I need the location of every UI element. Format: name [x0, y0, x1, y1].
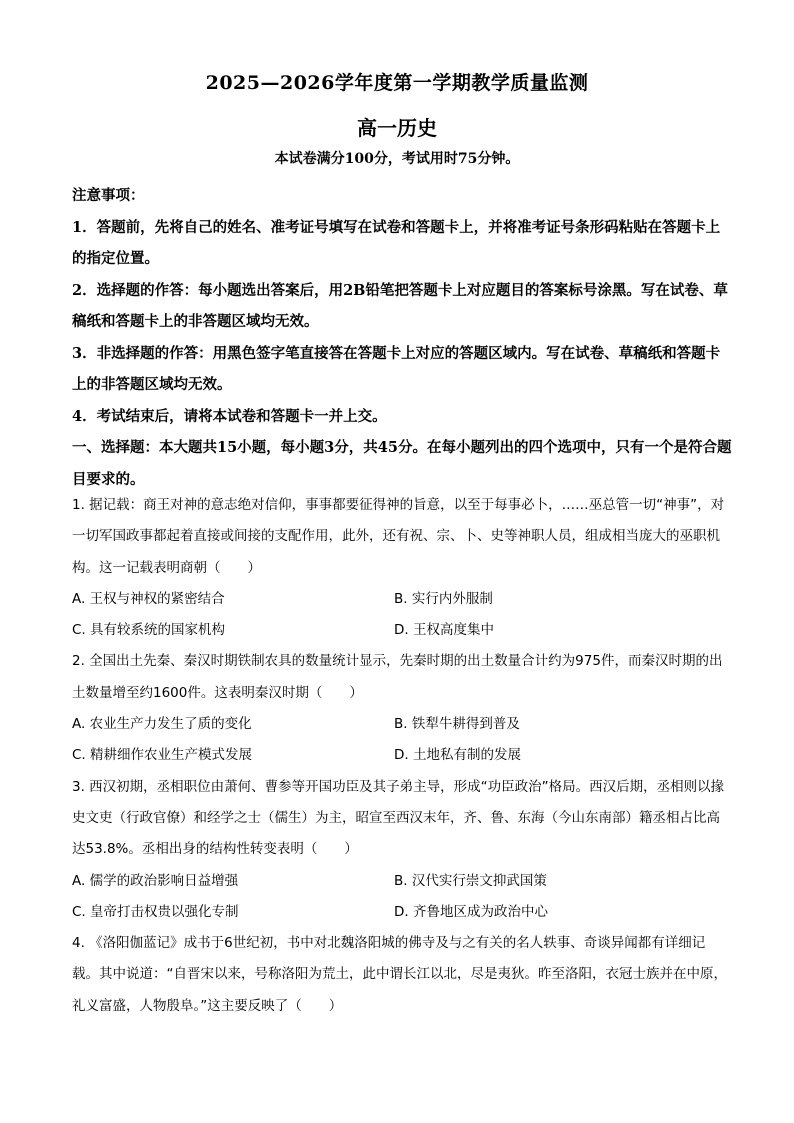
questions [72, 490, 732, 1022]
question-stem: 4. 《洛阳伽蓝记》成书于6世纪初，书中对北魏洛阳城的佛寺及与之有关的名人轶事、奇谈异闻都有详细记载。其中说道：“自晋宋以来，号称洛阳为荒土，此中谓长江以北，尽是夷狄。昨至洛阳，衣冠士族并在中原，礼义富盛，人物殷阜。”这主要反映了（ ） [72, 935, 727, 1014]
question-stem: 1. 据记载：商王对神的意志绝对信仰，事事都要征得神的旨意，以至于每事必卜，……巫总管一切“神事”，对一切军国政事都起着直接或间接的支配作用，此外，还有祝、宗、卜、史等神职人员，组成相当庞大的巫职机构。这一记载表明商朝（ ） [72, 497, 725, 576]
option-d: D. 王权高度集中 [394, 622, 494, 639]
instruction-item-4: 4．考试结束后，请将本试卷和答题卡一并上交。 [72, 407, 387, 425]
exam-info: 本试卷满分100分，考试用时75分钟。 [274, 151, 520, 167]
exam-title: 2025—2026学年度第一学期教学质量监测 [205, 72, 589, 94]
option-d: D. 土地私有制的发展 [394, 747, 521, 764]
instructions [72, 180, 732, 495]
option-c: C. 皇帝打击权贵以强化专制 [72, 903, 239, 920]
instruction-item-2: 2．选择题的作答：每小题选出答案后，用2B铅笔把答题卡上对应题目的答案标号涂黑。写在试卷、草稿纸和答题卡上的非答题区域均无效。 [72, 281, 728, 330]
option-c: C. 具有较系统的国家机构 [72, 622, 226, 639]
options [72, 709, 732, 772]
question-4 [72, 928, 732, 1022]
option-d: D. 齐鲁地区成为政治中心 [394, 903, 548, 920]
option-b: B. 铁犁牛耕得到普及 [394, 716, 520, 733]
option-a: A. 王权与神权的紧密结合 [72, 590, 225, 607]
option-b: B. 实行内外服制 [394, 590, 493, 607]
question-3 [72, 772, 732, 928]
question-stem: 2. 全国出土先秦、秦汉时期铁制农具的数量统计显示，先秦时期的出土数量合计约为975件，而秦汉时期的出土数量增至约1600件。这表明秦汉时期（ ） [72, 653, 723, 701]
option-c: C. 精耕细作农业生产模式发展 [72, 747, 253, 764]
instruction-item-1: 1．答题前，先将自己的姓名、准考证号填写在试卷和答题卡上，并将准考证号条形码粘贴在答题卡上的指定位置。 [72, 218, 721, 267]
option-b: B. 汉代实行崇文抑武国策 [394, 872, 547, 889]
section-heading: 一、选择题：本大题共15小题，每小题3分，共45分。在每小题列出的四个选项中，只有一个是符合题目要求的。 [72, 439, 732, 488]
instruction-item-3: 3．非选择题的作答：用黑色签字笔直接答在答题卡上对应的答题区域内。写在试卷、草稿纸和答题卡上的非答题区域均无效。 [72, 344, 721, 393]
question-2 [72, 646, 732, 771]
option-a: A. 农业生产力发生了质的变化 [72, 716, 252, 733]
options [72, 584, 732, 647]
options [72, 866, 732, 929]
option-a: A. 儒学的政治影响日益增强 [72, 872, 239, 889]
instructions-heading: 注意事项： [72, 187, 145, 204]
subject-title: 高一历史 [357, 116, 437, 140]
question-1 [72, 490, 732, 646]
question-stem: 3. 西汉初期，丞相职位由萧何、曹参等开国功臣及其子弟主导，形成“功臣政治”格局。西汉后期，丞相则以掾史文吏（行政官僚）和经学之士（儒生）为主，昭宣至西汉末年，齐、鲁、东海（今山东南部）籍丞相占比高达53.8%。丞相出身的结构性转变表明（ ） [72, 778, 725, 858]
